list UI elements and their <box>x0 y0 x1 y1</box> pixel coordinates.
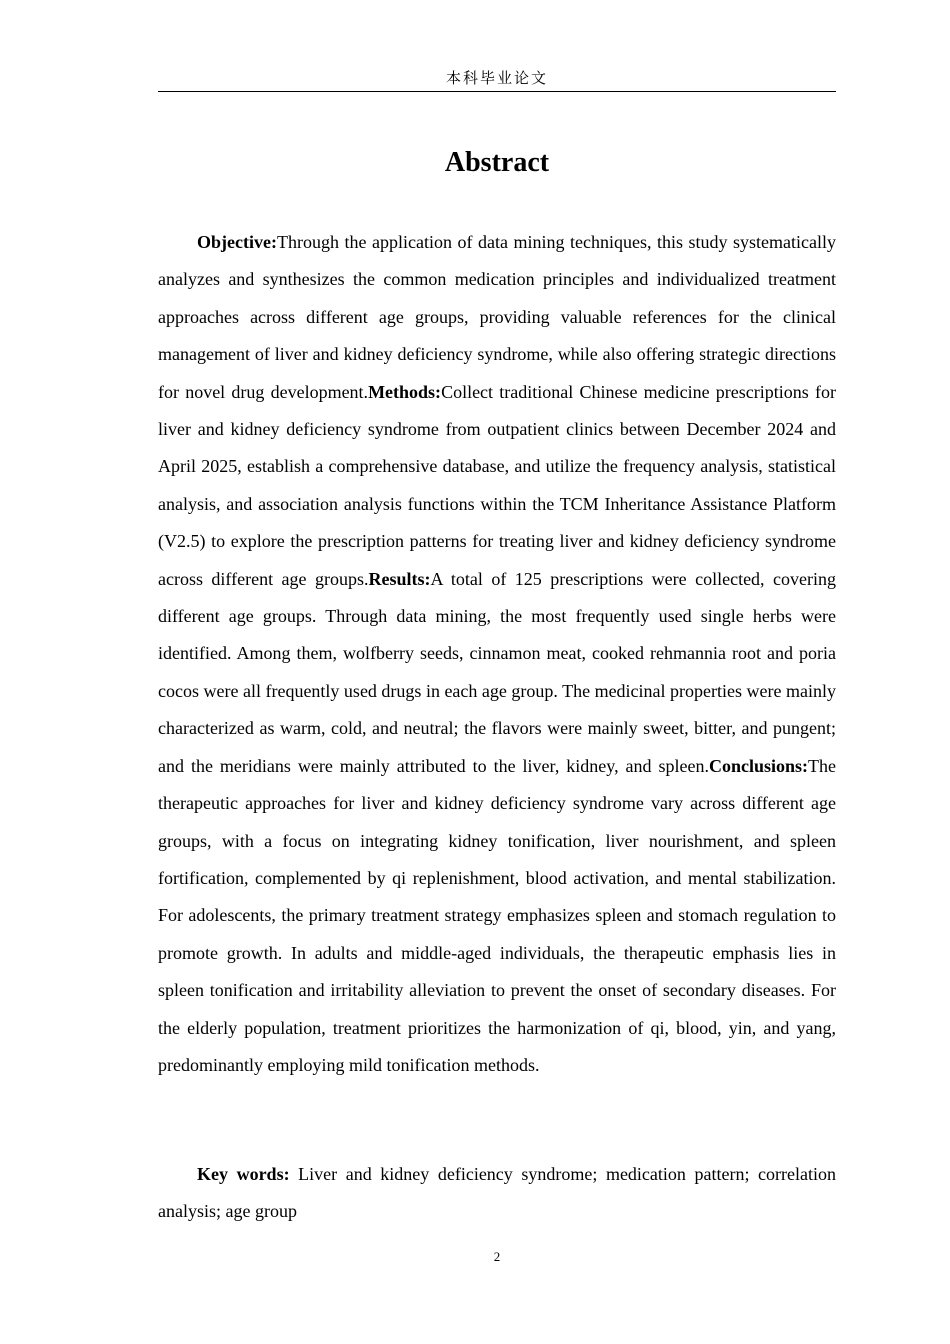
results-label: Results: <box>368 568 431 589</box>
running-header: 本科毕业论文 <box>158 66 836 92</box>
keywords-text: Liver and kidney deficiency syndrome; medication pattern; correlation analysis; age group <box>158 1164 836 1222</box>
keywords-label: Key words: <box>197 1164 290 1184</box>
page-title: Abstract <box>444 147 550 178</box>
methods-text: Collect traditional Chinese medicine prescriptions for liver and kidney deficiency syndrome from outpatient clinics between December 2024 and April 2025, establish a comprehensive database, and utilize the frequency analysis, statistical analysis, and association analysis functions within the TCM Inheritance Assistance Platform (V2.5) to explore the prescription patterns for treating liver and kidney deficiency syndrome across different age groups. <box>158 381 836 589</box>
objective-label: Objective: <box>197 232 277 252</box>
conclusions-text: The therapeutic approaches for liver and kidney deficiency syndrome vary across different age groups, with a focus on integrating kidney tonification, liver nourishment, and spleen fortification, complemented by qi replenishment, blood activation, and mental stabilization. For adolescents, the primary treatment strategy emphasizes spleen and stomach regulation to promote growth. In adults and middle-aged individuals, the therapeutic emphasis lies in spleen tonification and irritability alleviation to prevent the onset of secondary diseases. For the elderly population, treatment prioritizes the harmonization of qi, blood, yin, and yang, predominantly employing mild tonification methods. <box>158 755 836 1075</box>
methods-label: Methods: <box>368 381 442 402</box>
page-number: 2 <box>493 1249 501 1264</box>
conclusions-label: Conclusions: <box>708 755 809 776</box>
objective-text: Through the application of data mining techniques, this study systematically analyzes and synthesizes the common medication principles and individualized treatment approaches across different age groups, providing valuable references for the clinical management of liver and kidney deficiency syndrome, while also offering strategic directions for novel drug development. <box>158 232 836 402</box>
abstract-paragraph <box>158 224 836 1084</box>
results-text: A total of 125 prescriptions were collected, covering different age groups. Through data mining, the most frequently used single herbs were identified. Among them, wolfberry seeds, cinnamon meat, cooked rehmannia root and poria cocos were all frequently used drugs in each age group. The medicinal properties were mainly characterized as warm, cold, and neutral; the flavors were mainly sweet, bitter, and pungent; and the meridians were mainly attributed to the liver, kidney, and spleen. <box>158 568 836 776</box>
keywords-paragraph <box>158 1156 836 1231</box>
